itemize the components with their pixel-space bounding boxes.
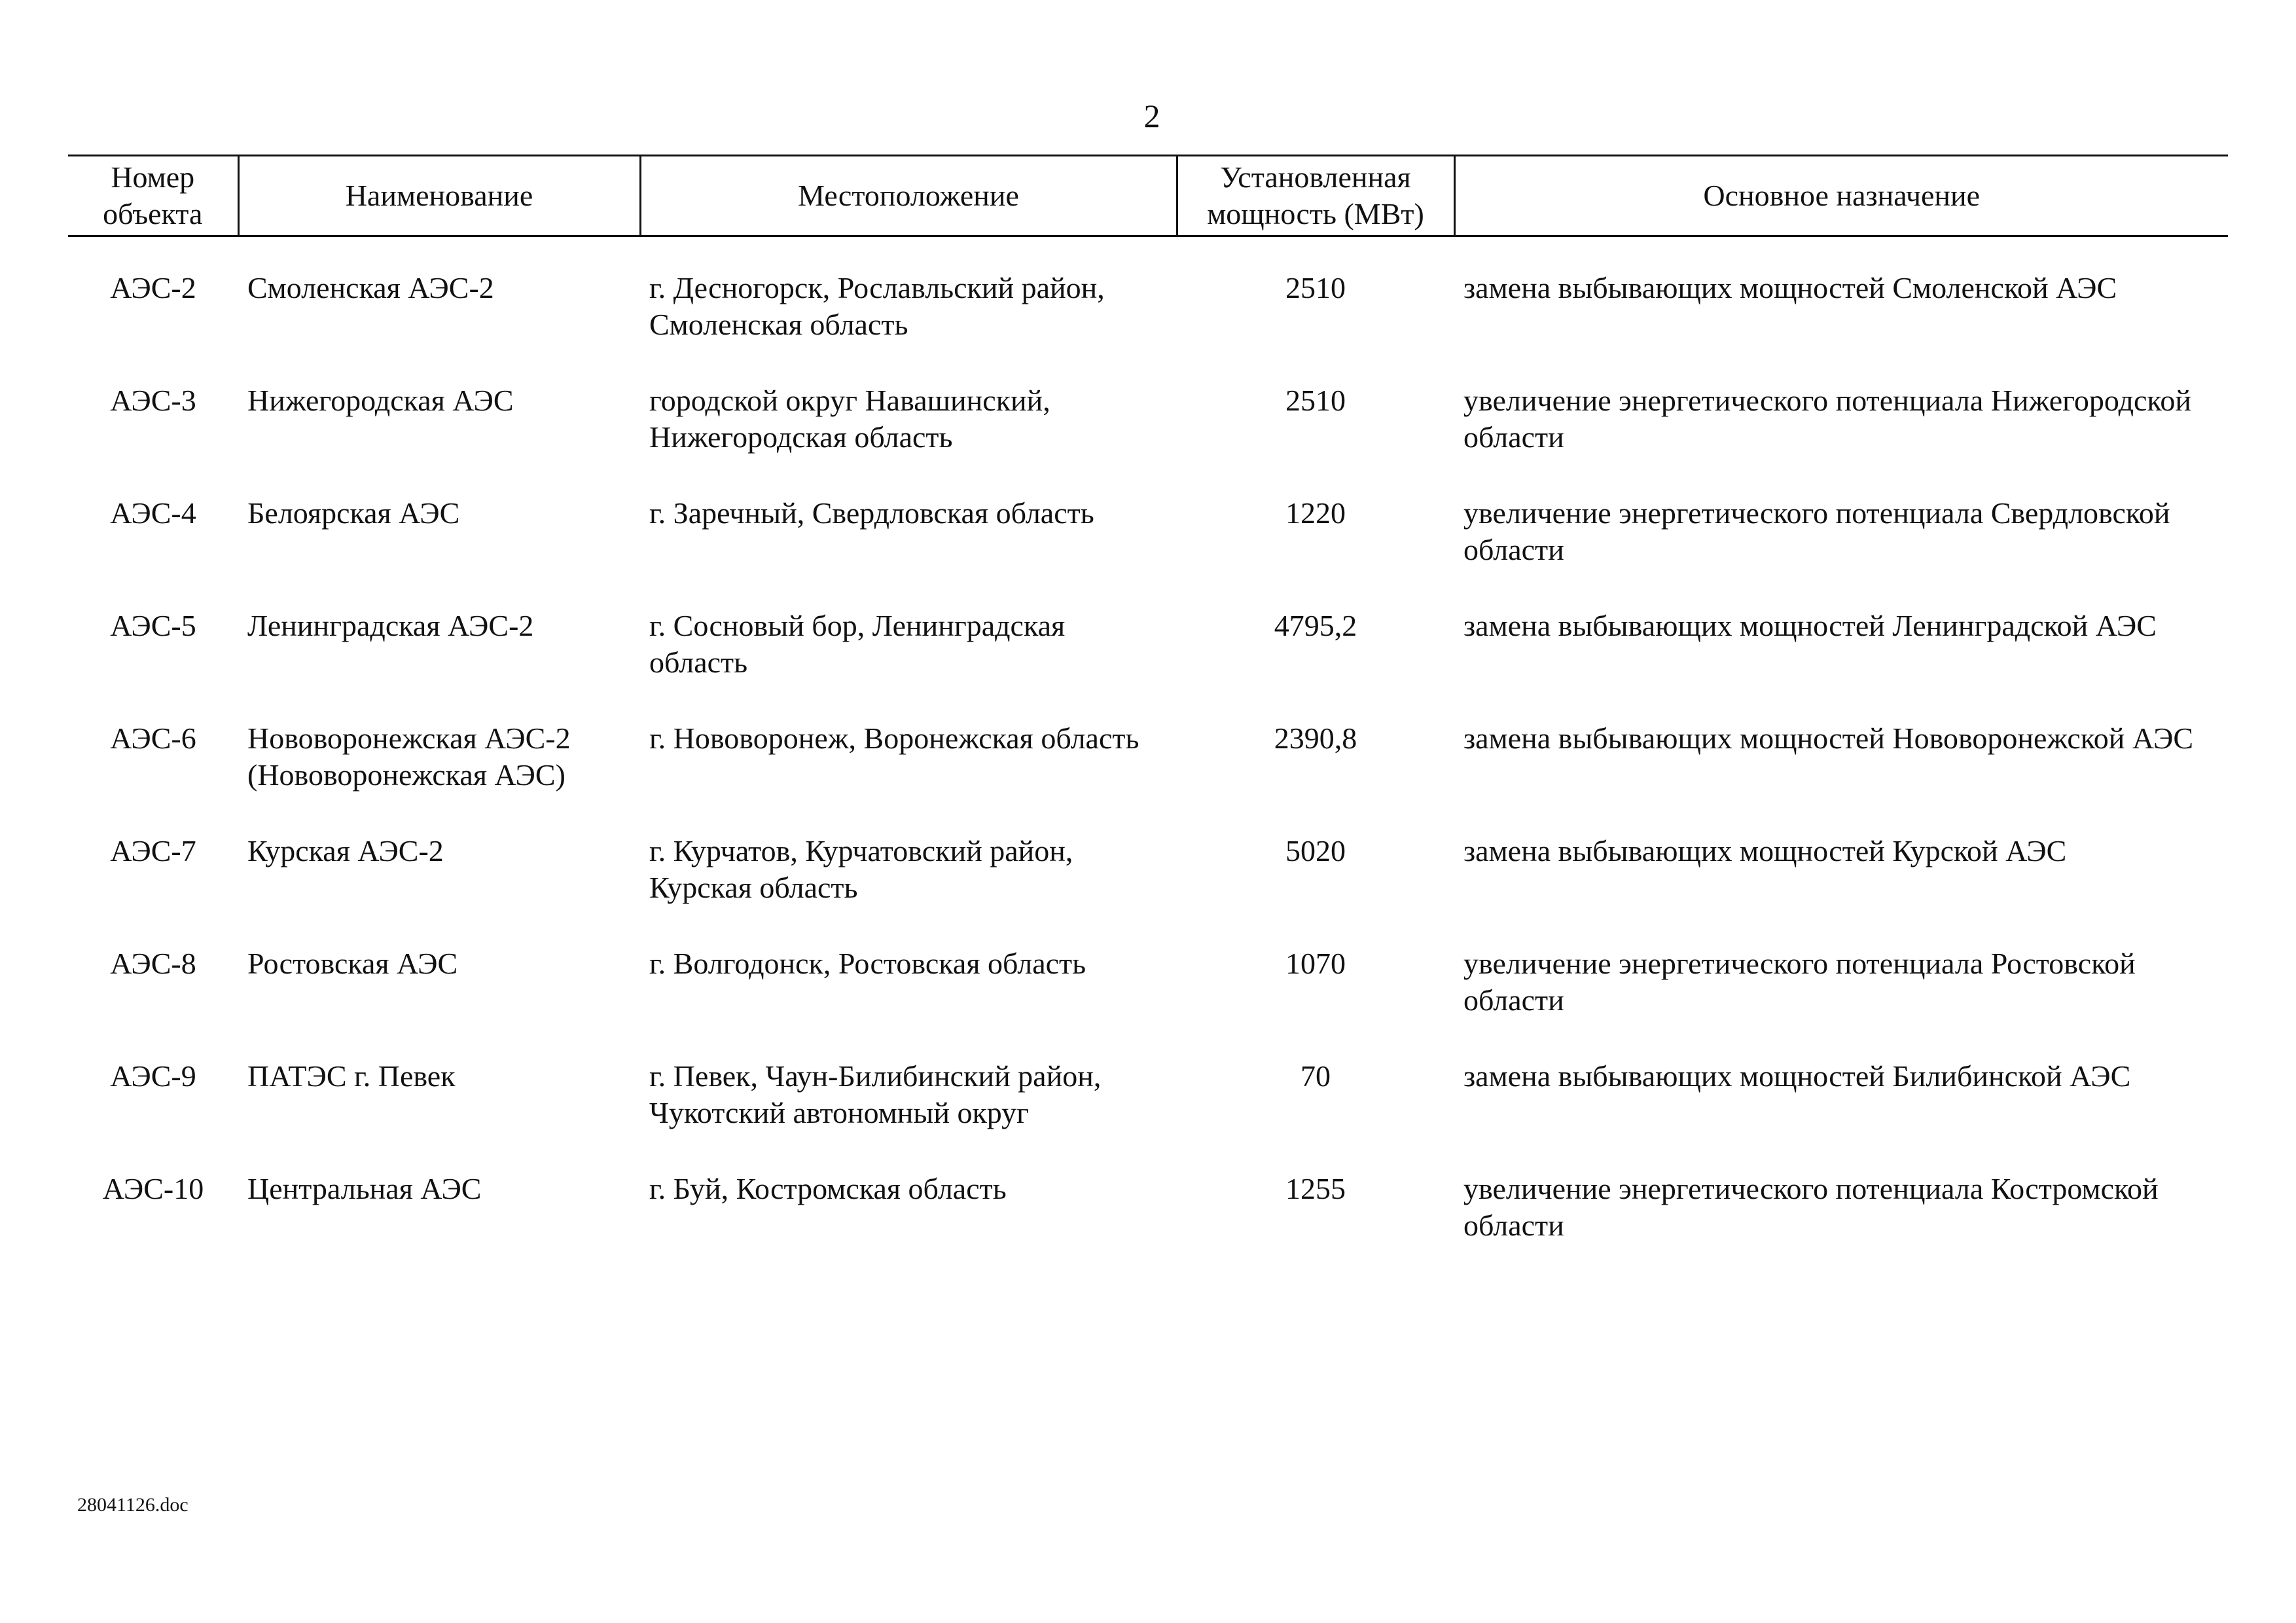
cell-capacity: 1220 (1285, 496, 1346, 530)
cell-location: г. Волгодонск, Ростовская область (649, 947, 1086, 980)
cell-capacity: 70 (1300, 1059, 1331, 1093)
cell-name: ПАТЭС г. Певек (247, 1059, 456, 1093)
cell-capacity: 2510 (1285, 271, 1346, 304)
table-row (68, 495, 2228, 608)
header-name: Наименование (238, 156, 640, 236)
table-row (68, 382, 2228, 495)
document-filename: 28041126.doc (77, 1494, 188, 1516)
header-capacity: Установленная мощность (МВт) (1177, 156, 1454, 236)
cell-purpose: увеличение энергетического потенциала Нижегородской области (1463, 384, 2192, 454)
cell-number: АЭС-7 (110, 834, 196, 867)
cell-location: г. Нововоронеж, Воронежская область (649, 721, 1139, 755)
table-row (68, 833, 2228, 945)
table-body (68, 236, 2228, 1284)
cell-name: Ростовская АЭС (247, 947, 458, 980)
cell-location: г. Десногорск, Рославльский район, Смоленская область (649, 271, 1105, 341)
header-number: Номер объекта (68, 156, 238, 236)
cell-name: Центральная АЭС (247, 1172, 482, 1205)
cell-location: г. Певек, Чаун-Билибинский район, Чукотский автономный округ (649, 1059, 1102, 1129)
table-row (68, 236, 2228, 383)
cell-capacity: 4795,2 (1274, 609, 1357, 642)
cell-number: АЭС-2 (110, 271, 196, 304)
page-number: 2 (1143, 98, 1160, 134)
table-row (68, 608, 2228, 720)
cell-purpose: замена выбывающих мощностей Курской АЭС (1463, 834, 2067, 867)
cell-purpose: замена выбывающих мощностей Билибинской АЭС (1463, 1059, 2131, 1093)
cell-number: АЭС-6 (110, 721, 196, 755)
cell-number: АЭС-9 (110, 1059, 196, 1093)
header-location: Местоположение (640, 156, 1177, 236)
cell-purpose: увеличение энергетического потенциала Свердловской области (1463, 496, 2170, 566)
table-row (68, 1058, 2228, 1171)
cell-purpose: замена выбывающих мощностей Ленинградской АЭС (1463, 609, 2157, 642)
cell-name: Ленинградская АЭС-2 (247, 609, 534, 642)
cell-purpose: увеличение энергетического потенциала Ростовской области (1463, 947, 2136, 1017)
cell-name: Нововоронежская АЭС-2 (Нововоронежская АЭС) (247, 721, 571, 792)
cell-name: Курская АЭС-2 (247, 834, 444, 867)
cell-name: Нижегородская АЭС (247, 384, 514, 417)
cell-capacity: 1255 (1285, 1172, 1346, 1205)
cell-purpose: увеличение энергетического потенциала Костромской области (1463, 1172, 2159, 1242)
cell-capacity: 2510 (1285, 384, 1346, 417)
nuclear-plants-table (68, 155, 2228, 1283)
cell-number: АЭС-8 (110, 947, 196, 980)
cell-location: г. Сосновый бор, Ленинградская область (649, 609, 1066, 679)
cell-location: г. Курчатов, Курчатовский район, Курская область (649, 834, 1073, 904)
cell-location: городской округ Навашинский, Нижегородская область (649, 384, 1050, 454)
cell-number: АЭС-5 (110, 609, 196, 642)
table-row (68, 720, 2228, 833)
table-header (68, 156, 2228, 236)
cell-location: г. Буй, Костромская область (649, 1172, 1007, 1205)
cell-purpose: замена выбывающих мощностей Нововоронежской АЭС (1463, 721, 2194, 755)
cell-name: Смоленская АЭС-2 (247, 271, 494, 304)
cell-number: АЭС-4 (110, 496, 196, 530)
cell-location: г. Заречный, Свердловская область (649, 496, 1094, 530)
table-row (68, 945, 2228, 1058)
table-row (68, 1171, 2228, 1283)
cell-purpose: замена выбывающих мощностей Смоленской АЭС (1463, 271, 2117, 304)
cell-number: АЭС-3 (110, 384, 196, 417)
cell-capacity: 2390,8 (1274, 721, 1357, 755)
cell-number: АЭС-10 (102, 1172, 204, 1205)
cell-name: Белоярская АЭС (247, 496, 460, 530)
cell-capacity: 1070 (1285, 947, 1346, 980)
header-purpose: Основное назначение (1454, 156, 2228, 236)
cell-capacity: 5020 (1285, 834, 1346, 867)
